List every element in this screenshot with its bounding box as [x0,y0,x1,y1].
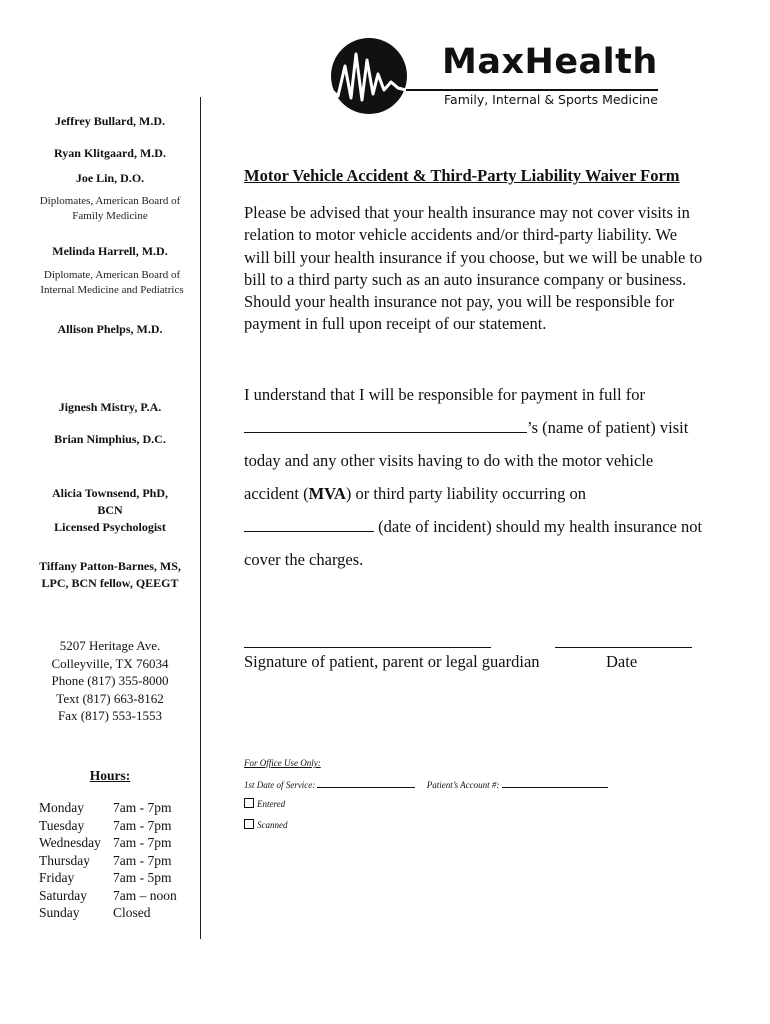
hours-row: Wednesday 7am - 7pm [39,835,172,850]
date-field[interactable] [555,647,692,648]
brand-name: MaxHealth [442,42,658,82]
address-text: Text (817) 663-8162 [56,690,164,706]
doctor-name: Brian Nimphius, D.C. [54,432,166,446]
address-city: Colleyville, TX 76034 [51,655,169,671]
scanned-checkbox[interactable] [244,819,254,829]
doctor-name: Alicia Townsend, PhD, BCN Licensed Psychologist [51,486,169,534]
doctor-name: Joe Lin, D.O. [75,171,145,185]
hours-title: Hours: [89,768,131,783]
statement-line: I understand that I will be responsible for payment in full for [244,385,645,404]
address-street: 5207 Heritage Ave. [59,638,161,653]
signature-field[interactable] [244,647,491,648]
hours-row: Friday 7am - 5pm [39,870,172,885]
statement-line: accident (MVA) or third party liability occurring on [244,484,586,503]
doctor-name: Jignesh Mistry, P.A. [58,400,162,414]
entered-option: Entered [244,798,285,809]
form-title: Motor Vehicle Accident & Third-Party Liability Waiver Form [244,166,680,185]
doctor-name: Jeffrey Bullard, M.D. [54,114,166,128]
signature-label: Signature of patient, parent or legal guardian [244,652,540,671]
hours-row: Saturday 7am – noon [39,887,177,903]
sidebar-divider [200,97,201,939]
intro-paragraph: Please be advised that your health insurance may not cover visits in relation to motor vehicle accidents and/or third-party liability. We will bill your health insurance if you choose, but we will be unable to bill to a third party such as an auto insurance company or business. Should your health insurance not pay, you will be responsible for payment in full upon receipt of our statement. [244,203,703,334]
date-label: Date [606,652,638,671]
doctor-credential: Diplomates, American Board of Family Medicine [39,195,181,222]
doctor-name: Allison Phelps, M.D. [57,322,163,336]
statement-line: cover the charges. [244,550,364,569]
scanned-option: Scanned [244,819,288,830]
doctor-name: Melinda Harrell, M.D. [52,244,168,258]
hours-row: Sunday Closed [39,905,151,920]
statement-line: (date of incident) should my health insurance not [244,517,702,537]
entered-checkbox[interactable] [244,798,254,808]
hours-row: Monday 7am - 7pm [39,800,172,815]
incident-date-field[interactable] [244,517,374,532]
doctor-name: Tiffany Patton-Barnes, MS, LPC, BCN fellow, QEEGT [39,559,181,590]
doctor-credential: Diplomate, American Board of Internal Medicine and Pediatrics [40,269,184,296]
first-date-of-service-field[interactable] [317,778,415,788]
hours-row: Tuesday 7am - 7pm [39,817,172,833]
statement-line: ’s (name of patient) visit [244,418,688,438]
address-phone: Phone (817) 355-8000 [51,673,169,688]
clinic-address [22,637,198,725]
patient-account-field[interactable] [502,778,608,788]
office-use-fields: 1st Date of Service: Patient’s Account #: [244,778,608,790]
office-use-heading: For Office Use Only: [244,758,321,768]
hours-table [39,799,177,922]
doctor-name: Ryan Klitgaard, M.D. [54,146,166,160]
address-fax: Fax (817) 553-1553 [58,708,162,723]
statement-line: today and any other visits having to do with the motor vehicle [244,451,654,470]
patient-name-field[interactable] [244,418,527,433]
brand-tagline: Family, Internal & Sports Medicine [444,92,658,107]
hours-row: Thursday 7am - 7pm [39,852,172,868]
